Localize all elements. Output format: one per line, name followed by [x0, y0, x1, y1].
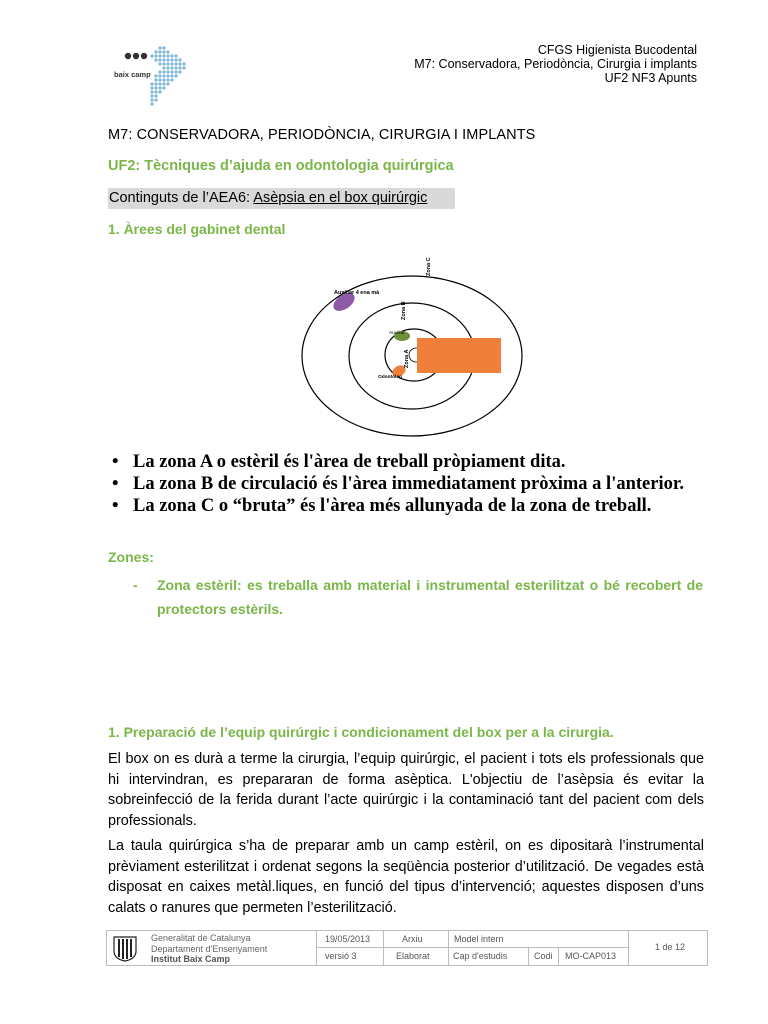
footer-date-cell — [317, 931, 384, 948]
header-line-1: CFGS Higienista Bucodental — [537, 43, 697, 57]
contents-line — [108, 188, 455, 209]
footer-version: versió 3 — [325, 951, 357, 961]
bullet-text: La zona A o estèril és l'àrea de treball pròpiament dita. — [133, 452, 566, 472]
footer-cap: Cap d'estudis — [453, 951, 508, 961]
footer-page-cell — [629, 931, 707, 965]
school-logo — [108, 44, 192, 110]
bullet-text: La zona B de circulació és l'àrea immediatament pròxima a l'anterior. — [133, 474, 684, 494]
footer-code: MO-CAP013 — [565, 951, 617, 961]
bullet-symbol: • — [112, 496, 119, 516]
section-title-preparation: 1. Preparació de l’equip quirúrgic i condicionament del box per a la cirurgia. — [108, 724, 614, 740]
document-footer — [106, 930, 708, 966]
label-odontoleg: Odontòleg — [378, 375, 402, 380]
footer-model: Model intern — [454, 934, 504, 944]
bullet-text: La zona C o “bruta” és l'àrea més allunyada de la zona de treball. — [133, 496, 652, 516]
patient-chair-rect — [417, 338, 501, 373]
zone-steril-text: Zona estèril: es treballa amb material i instrumental esterilitzat o bé recobert de protectors estèrils. — [157, 577, 703, 617]
dental-zones-diagram — [300, 244, 525, 438]
bullet-zona-b — [108, 473, 718, 495]
footer-date: 19/05/2013 — [325, 934, 371, 944]
svg-text:baix camp: baix camp — [114, 70, 151, 79]
label-zona-a: Zona A — [404, 349, 410, 368]
footer-org-2: Departament d'Ensenyament — [151, 943, 268, 954]
bullet-symbol: • — [112, 474, 119, 494]
document-header — [414, 43, 697, 85]
uf-title: UF2: Tècniques d’ajuda en odontologia quirúrgica — [108, 158, 454, 174]
contents-prefix: Continguts de l’AEA6: — [109, 190, 254, 206]
footer-version-cell — [317, 948, 384, 965]
zones-bullet-list — [108, 451, 718, 517]
footer-org-1: Generalitat de Catalunya — [151, 933, 251, 943]
label-auxiliar: Auxiliar — [389, 331, 405, 336]
zone-steril-item — [133, 573, 703, 621]
bullet-symbol: • — [112, 452, 119, 472]
bullet-zona-a — [108, 451, 718, 473]
footer-org-3: Institut Baix Camp — [151, 954, 231, 964]
contents-topic: Asèpsia en el box quirúrgic — [253, 190, 428, 206]
footer-code-cell — [559, 948, 629, 965]
footer-codi-cell — [529, 948, 559, 965]
label-zona-b: Zona B — [401, 301, 407, 320]
paragraph-box-asepsia: El box on es durà a terme la cirurgia, l’equip quirúrgic, el pacient i tots els professionals que hi intervindran, es prepararan de forma asèptica. L'objectiu de l’asèpsia és evitar la sobreinfecció de la ferida durant l’acte quirúrgic i la contaminació tant del pacient com dels professionals. — [108, 751, 704, 829]
paragraph-taula-quirurgica: La taula quirúrgica s’ha de preparar amb un camp estèril, on es dipositarà l’instrumental prèviament esterilitzat i ordenat segons la seqüència posterior d’utilització. De vegades està disposat en caixes metàl.liques, en funció del tipus d’intervenció; aquestes disposen d’uns calats o ranures que permeten l’esterilització. — [108, 838, 704, 916]
footer-org-cell — [107, 931, 317, 965]
footer-elaborat: Elaborat — [396, 951, 430, 961]
footer-cap-cell — [449, 948, 529, 965]
list-dash: - — [133, 577, 138, 593]
header-line-2: M7: Conservadora, Periodòncia, Cirurgia i implants — [414, 57, 697, 71]
label-zona-c: Zona C — [426, 257, 432, 276]
section-title-areas: 1. Àrees del gabinet dental — [108, 221, 286, 237]
footer-model-cell — [449, 931, 629, 948]
header-line-3: UF2 NF3 Apunts — [604, 71, 697, 85]
footer-elaborat-cell — [384, 948, 449, 965]
footer-codi: Codi — [534, 951, 553, 961]
footer-arxiu-cell — [384, 931, 449, 948]
zones-label: Zones: — [108, 549, 154, 565]
bullet-zona-c — [108, 495, 718, 517]
footer-arxiu: Arxiu — [402, 934, 423, 944]
label-auxiliar-4-ma: Auxiliar 4 ena mà — [334, 290, 380, 296]
footer-page: 1 de 12 — [655, 942, 686, 952]
subject-title: M7: CONSERVADORA, PERIODÒNCIA, CIRURGIA I IMPLANTS — [108, 127, 536, 143]
